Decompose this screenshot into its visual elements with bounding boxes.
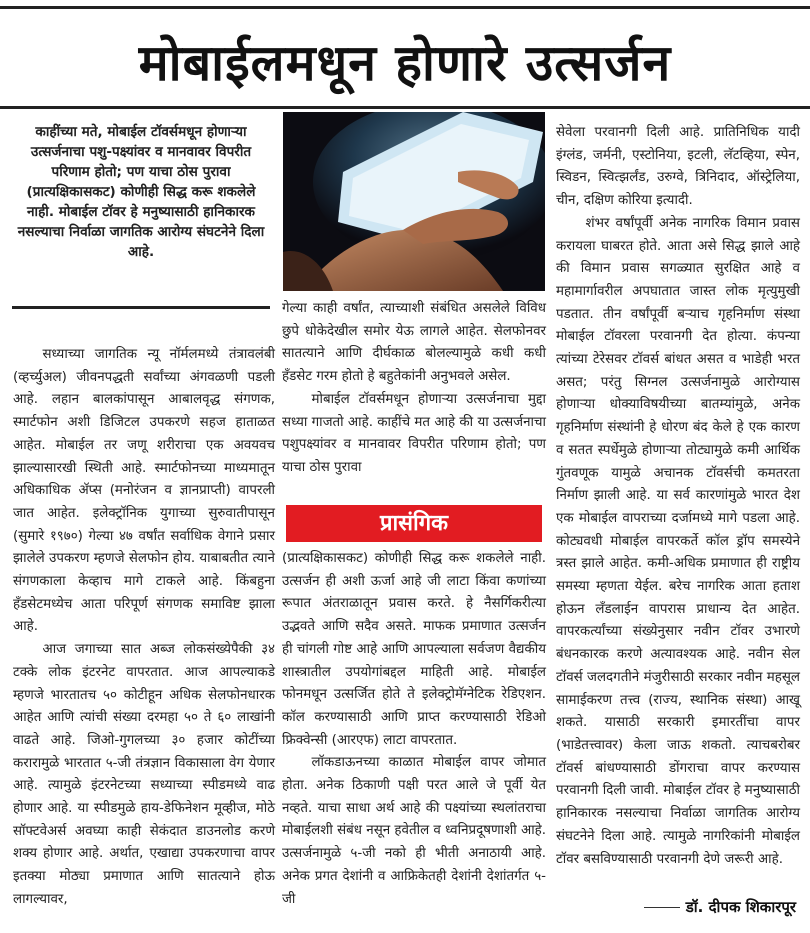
- paragraph: सेवेला परवानगी दिली आहे. प्रातिनिधिक यादी इंग्लंड, जर्मनी, एस्टोनिया, इटली, लॅटव्हिया, स्पेन, स्विडन, स्वित्झर्लंड, उरुग्वे, त्रिनिदाद, ऑस्ट्रेलिया, चीन, दक्षिण कोरिया इत्यादी.: [556, 125, 800, 209]
- smartphone-photo: [283, 112, 545, 291]
- paragraph: शंभर वर्षांपूर्वी अनेक नागरिक विमान प्रवास करायला घाबरत होते. आता असे सिद्ध झाले आहे की विमान प्रवास सगळ्यात सुरक्षित आहे व महामार्गावरील अपघातात जास्त लोक मृत्युमुखी पडतात. तीन वर्षांपूर्वी बऱ्याच गृहनिर्माण संस्था मोबाईल टॉवरला परवानगी देत होत्या. कंपन्या त्यांच्या टेरेसवर टॉवर्स बांधत असत व भाडेही भरत असत; परंतु सिग्नल उत्सर्जनामुळे आरोग्यास होणाऱ्या धोक्याविषयीच्या बातम्यांमुळे, अनेक गृहनिर्माण संस्थांनी हे धोरण बंद केले हे एक कारण व सतत स्पर्धेमुळे होणाऱ्या तोट्यामुळे कमी आर्थिक गुंतवणूक यामुळे अचानक टॉवर्सची कमतरता निर्माण झाली आहे. या सर्व कारणांमुळे भारत देश एक मोबाईल वापराच्या दर्जामध्ये मागे पडला आहे. कोट्यवधी मोबाईल वापरकर्ते कॉल ड्रॉप समस्येने त्रस्त झाले आहेत. कमी-अधिक प्रमाणात ही राष्ट्रीय समस्या म्हणता येईल. बरेच नागरिक आता हताश होऊन लँडलाईन वापरास प्राधान्य देत आहेत. वापरकर्त्यांच्या संख्येनुसार नवीन टॉवर उभारणे बंधनकारक करणे अत्यावश्यक आहे. नवीन सेल टॉवर्स जलदगतीने मंजुरीसाठी सरकार नवीन महसूल सामाईकरण तत्त्व (राज्य, स्थानिक संस्था) आखू शकते. यासाठी सरकारी इमारतींचा वापर (भाडेतत्त्वावर) केला जाऊ शकतो. त्याचबरोबर टॉवर्स बांधण्यासाठी डोंगराचा वापर करण्यास परवानगी दिली जावी. मोबाईल टॉवर हे मनुष्यासाठी हानिकारक नसल्याचा निर्वाळा जागतिक आरोग्य संघटनेने दिला आहे. त्यामुळे नागरिकांनी मोबाईल टॉवर बसविण्यासाठी परवानगी देणे जरूरी आहे.: [556, 215, 800, 867]
- paragraph: सध्याच्या जागतिक न्यू नॉर्मलमध्ये तंत्रावलंबी (व्हर्च्युअल) जीवनपद्धती सर्वांच्या अंगवळणी पडली आहे. लहान बालकांपासून आबालवृद्ध संगणक, स्मार्टफोन अशी डिजिटल उपकरणे सहज हाताळत आहेत. मोबाईल तर जणू शरीराचा एक अवयवच झाल्यासारखी स्थिती आहे. स्मार्टफोनच्या माध्यमातून अधिकाधिक ॲप्स (मनोरंजन व ज्ञानप्राप्ती) वापरली जात आहेत. इलेक्ट्रॉनिक युगाच्या सुरुवातीपासून (सुमारे १९७०) गेल्या ४७ वर्षांत सर्वाधिक वेगाने प्रसार झालेले उपकरण म्हणजे सेलफोन होय. याबाबतीत त्याने संगणकाला केव्हाच मागे टाकले आहे. किंबहुना हँडसेटमध्येच आता परिपूर्ण संगणक समाविष्ट झाला आहे.: [13, 347, 275, 635]
- headline-rule: [0, 106, 810, 109]
- author-name: डॉ. दीपक शिकारपूर: [685, 898, 796, 916]
- paragraph: लॉकडाऊनच्या काळात मोबाईल वापर जोमात होता. अनेक ठिकाणी पक्षी परत आले जे पूर्वी येत नव्हते. याचा साधा अर्थ आहे की पक्ष्यांच्या स्थलांतराचा मोबाईलशी संबंध नसून हवेतील व ध्वनिप्रदूषणाशी आहे. उत्सर्जनामुळे ५-जी नको ही भीती अनाठायी आहे. अनेक प्रगत देशांनी व आफ्रिकेतही देशांनी देशांतर्गत ५-जी: [282, 755, 547, 907]
- column-1: [13, 344, 275, 912]
- paragraph: (प्रात्यक्षिकासकट) कोणीही सिद्ध करू शकलेले नाही. उत्सर्जन ही अशी ऊर्जा आहे जी लाटा किंवा कणांच्या रूपात अंतराळातून प्रवास करते. हे नैसर्गिकरीत्या उद्भवते आणि सदैव असते. माफक प्रमाणात उत्सर्जन ही चांगली गोष्ट आहे आणि आपल्याला सर्वजण वैद्यकीय शास्त्रातील उपयोगांबद्दल माहिती आहे. मोबाईल फोनमधून उत्सर्जित होते ते इलेक्ट्रोमॅग्नेटिक रेडिएशन. कॉल करण्यासाठी आणि प्राप्त करण्यासाठी रेडिओ फ्रिक्वेन्सी (आरएफ) लाटा वापरतात.: [282, 551, 546, 748]
- byline-dash: [644, 907, 680, 908]
- column-2-bottom: [282, 548, 546, 911]
- top-rule: [0, 6, 810, 9]
- page-headline: मोबाईलमधून होणारे उत्सर्जन: [138, 34, 672, 92]
- paragraph: मोबाईल टॉवर्समधून होणाऱ्या उत्सर्जनाचा मुद्दा सध्या गाजतो आहे. काहींचे मत आहे की या उत्सर्जनाचा पशुपक्ष्यांवर व मानवावर विपरीत परिणाम होतो; पण याचा ठोस पुरावा: [282, 391, 546, 475]
- teaser-rule: [12, 306, 270, 309]
- paragraph: आज जगाच्या सात अब्ज लोकसंख्येपैकी ३४ टक्के लोक इंटरनेट वापरतात. आज आपल्याकडे म्हणजे भारतातच ५० कोटीहून अधिक सेलफोनधारक आहेत आणि त्यांची संख्या दरमहा ५० ते ६० लाखांनी वाढते आहे. जिओ-गुगलच्या ३० हजार कोटींच्या करारामुळे भारतात ५-जी तंत्रज्ञान विकासाला वेग येणार आहे. त्यामुळे इंटरनेटच्या सध्याच्या स्पीडमध्ये वाढ होणार आहे. या स्पीडमुळे हाय-डेफिनेशन मूव्हीज, मोठे सॉफ्टवेअर्स अवघ्या काही सेकंदात डाउनलोड करणे शक्य होणार आहे. अर्थात, एखाद्या उपकरणाचा वापर इतक्या मोठ्या प्रमाणात आणि सातत्याने होऊ लागल्यावर,: [13, 642, 275, 907]
- section-banner: प्रासंगिक: [286, 505, 542, 542]
- hand-holding-phone-image: [283, 112, 545, 291]
- paragraph: गेल्या काही वर्षांत, त्याच्याशी संबंधित असलेले विविध छुपे धोकेदेखील समोर येऊ लागले आहेत. सेलफोनवर सातत्याने आणि दीर्घकाळ बोलल्यामुळे कधी कधी हँडसेट गरम होतो हे बहुतेकांनी अनुभवले असेल.: [282, 301, 546, 385]
- column-2-top: [282, 298, 546, 480]
- author-byline: [644, 897, 796, 917]
- article-teaser: काहींच्या मते, मोबाईल टॉवर्समधून होणाऱ्या उत्सर्जनाचा पशु-पक्ष्यांवर व मानवावर विपरीत परिणाम होतो; पण याचा ठोस पुरावा (प्रात्यक्षिकासकट) कोणीही सिद्ध करू शकलेले नाही. मोबाईल टॉवर हे मनुष्यासाठी हानिकारक नसल्याचा निर्वाळा जागतिक आरोग्य संघटनेने दिला आहे.: [17, 124, 265, 260]
- column-3: [556, 122, 800, 871]
